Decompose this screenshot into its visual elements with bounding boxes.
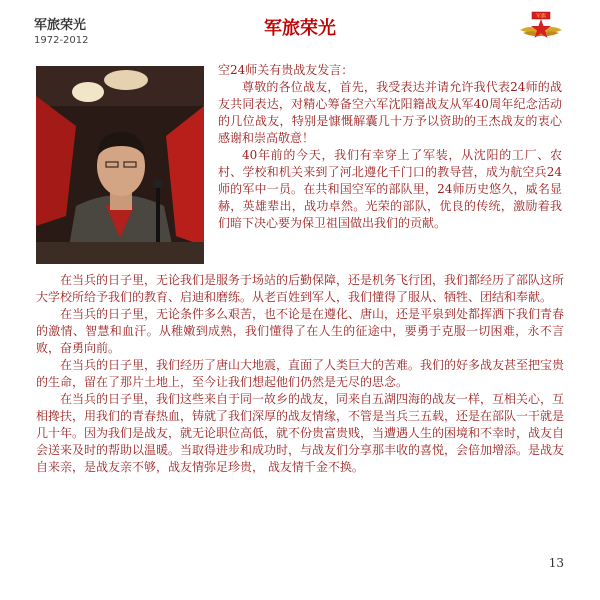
- header-years: 1972-2012: [34, 35, 89, 46]
- speech-column-right: [218, 62, 562, 232]
- speech-paragraph: 在当兵的日子里，无论我们是服务于场站的后勤保障，还是机务飞行团，我们都经历了部队这所大学校所给予我们的教育、启迪和磨练。从老百姓到军人，我们懂得了服从、牺牲、团结和奉献。: [36, 273, 565, 304]
- page-title: 军旅荣光: [264, 18, 336, 39]
- speech-paragraph: 40年前的今天，我们有幸穿上了军装，从沈阳的工厂、农村、学校和机关来到了河北遵化千门口的教导营，成为航空兵24师的军中一员。在共和国空军的部队里，24师历史悠久，威名显赫，英雄辈出，战功卓然。光荣的部队，优良的传统，激励着我们暗下决心要为保卫祖国做出我们的贡献。: [218, 148, 562, 230]
- speaker-photo: [36, 66, 204, 264]
- page-number: 13: [548, 556, 564, 570]
- speech-paragraph: 在当兵的日子里，我们这些来自于同一故乡的战友，同来自五湖四海的战友一样，互相关心，互相搀扶，用我们的青春热血，铸就了我们深厚的战友情缘，不管是当兵三五载，还是在部队一干就是几十年。因为我们是战友，就无论职位高低，就不份贵富贵贱，当遭遇人生的困境和不幸时，战友自会送来及时的帮助以温暖。当取得进步和成功时，与战友们分享那丰收的喜悦，会倍加增添。是战友自来亲，是战友亲不够，战友情弥足珍贵， 战友情千金不换。: [36, 392, 565, 474]
- speech-paragraph: 在当兵的日子里，我们经历了唐山大地震，直面了人类巨大的苦难。我们的好多战友甚至把宝贵的生命，留在了那片土地上，至今让我们想起他们仍然是无尽的思念。: [36, 358, 565, 389]
- speech-paragraph: 尊敬的各位战友，首先，我受表达并请允许我代表24师的战友共同表达，对精心筹备空六军沈阳籍战友从军40周年纪念活动的几位战友，特别是慷慨解囊几十万予以资助的王杰战友的衷心感谢和崇高敬意！: [218, 80, 562, 145]
- speech-column-full: [36, 272, 564, 476]
- air-force-emblem-icon: [518, 10, 564, 48]
- emblem-label: 军旗: [535, 13, 547, 20]
- speech-paragraph: 在当兵的日子里，无论条件多么艰苦，也不论是在遵化、唐山，还是平泉到处都挥洒下我们青春的激情、智慧和血汗。从稚嫩到成熟，我们懂得了在人生的征途中，要勇于克服一切困难，永不言败，奋勇向前。: [36, 307, 565, 355]
- speech-heading: 空24师关有贵战友发言：: [218, 63, 354, 77]
- header-brand: 军旅荣光: [34, 18, 87, 33]
